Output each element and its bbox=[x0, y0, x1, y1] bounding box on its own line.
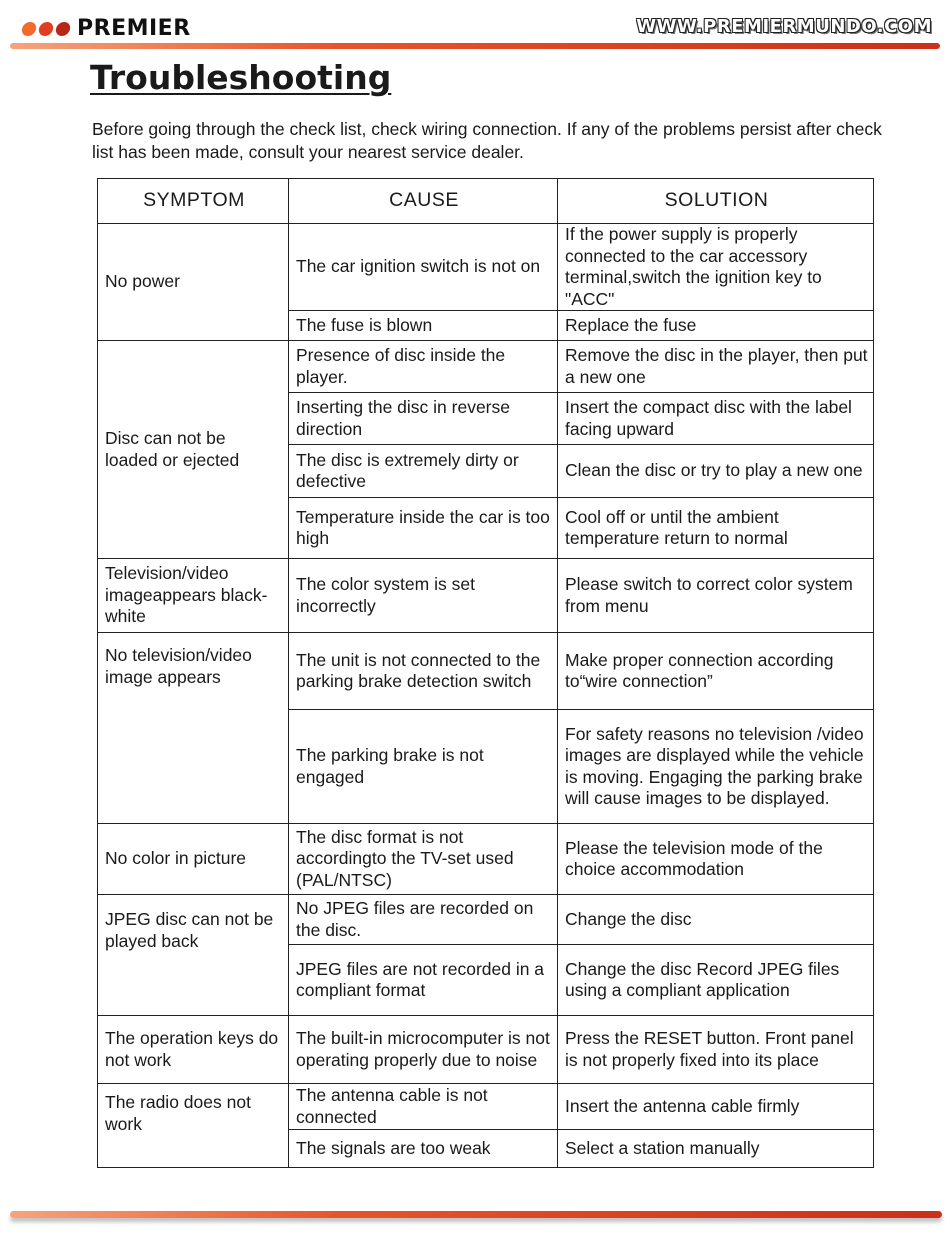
logo-dot-icon bbox=[38, 22, 54, 36]
cause-cell: The built-in microcomputer is not operating properly due to noise bbox=[289, 1016, 558, 1084]
column-header-cause: CAUSE bbox=[289, 179, 558, 224]
table-row bbox=[98, 895, 874, 945]
symptom-cell: No color in picture bbox=[98, 824, 289, 895]
cause-cell: The antenna cable is not connected bbox=[289, 1084, 558, 1130]
solution-cell: Please switch to correct color system from menu bbox=[558, 559, 874, 633]
logo-dot-icon bbox=[55, 22, 71, 36]
cause-cell: Presence of disc inside the player. bbox=[289, 341, 558, 393]
intro-paragraph: Before going through the check list, check wiring connection. If any of the problems persist after check list has been made, consult your nearest service dealer. bbox=[92, 119, 882, 162]
cause-cell: No JPEG files are recorded on the disc. bbox=[289, 895, 558, 945]
solution-cell: Select a station manually bbox=[558, 1130, 874, 1168]
table-row bbox=[98, 824, 874, 895]
cause-cell: The disc is extremely dirty or defective bbox=[289, 445, 558, 498]
page-header bbox=[0, 0, 950, 60]
symptom-cell: JPEG disc can not be played back bbox=[98, 895, 289, 1016]
footer-divider bbox=[10, 1211, 942, 1218]
brand-logo bbox=[22, 16, 191, 41]
symptom-cell: No power bbox=[98, 224, 289, 341]
cause-cell: The unit is not connected to the parking brake detection switch bbox=[289, 633, 558, 710]
solution-cell: For safety reasons no television /video images are displayed while the vehicle is moving. Engaging the parking brake will cause images to be displayed. bbox=[558, 710, 874, 824]
table-header-row bbox=[98, 179, 874, 224]
column-header-solution: SOLUTION bbox=[558, 179, 874, 224]
cause-cell: The fuse is blown bbox=[289, 311, 558, 341]
table-row bbox=[98, 1016, 874, 1084]
solution-cell: Insert the compact disc with the label facing upward bbox=[558, 393, 874, 445]
solution-cell: Cool off or until the ambient temperature return to normal bbox=[558, 498, 874, 559]
cause-cell: The color system is set incorrectly bbox=[289, 559, 558, 633]
cause-cell: The signals are too weak bbox=[289, 1130, 558, 1168]
solution-cell: Please the television mode of the choice accommodation bbox=[558, 824, 874, 895]
table-row bbox=[98, 559, 874, 633]
cause-cell: The disc format is not accordingto the TV-set used (PAL/NTSC) bbox=[289, 824, 558, 895]
solution-cell: Clean the disc or try to play a new one bbox=[558, 445, 874, 498]
symptom-cell: Television/video imageappears black-white bbox=[98, 559, 289, 633]
cause-cell: JPEG files are not recorded in a compliant format bbox=[289, 945, 558, 1016]
solution-cell: If the power supply is properly connected to the car accessory terminal,switch the ignition key to "ACC" bbox=[558, 224, 874, 311]
symptom-cell: No television/video image appears bbox=[98, 633, 289, 824]
symptom-cell: The radio does not work bbox=[98, 1084, 289, 1168]
solution-cell: Change the disc bbox=[558, 895, 874, 945]
table-row bbox=[98, 224, 874, 311]
cause-cell: Temperature inside the car is too high bbox=[289, 498, 558, 559]
header-divider bbox=[10, 43, 940, 49]
symptom-cell: Disc can not be loaded or ejected bbox=[98, 341, 289, 559]
solution-cell: Remove the disc in the player, then put a new one bbox=[558, 341, 874, 393]
solution-cell: Replace the fuse bbox=[558, 311, 874, 341]
cause-cell: Inserting the disc in reverse direction bbox=[289, 393, 558, 445]
table-row bbox=[98, 633, 874, 710]
brand-name: PREMIER bbox=[77, 16, 191, 41]
solution-cell: Insert the antenna cable firmly bbox=[558, 1084, 874, 1130]
column-header-symptom: SYMPTOM bbox=[98, 179, 289, 224]
solution-cell: Change the disc Record JPEG files using a compliant application bbox=[558, 945, 874, 1016]
troubleshooting-table bbox=[97, 178, 874, 1168]
cause-cell: The car ignition switch is not on bbox=[289, 224, 558, 311]
cause-cell: The parking brake is not engaged bbox=[289, 710, 558, 824]
table-row bbox=[98, 1084, 874, 1130]
solution-cell: Press the RESET button. Front panel is not properly fixed into its place bbox=[558, 1016, 874, 1084]
solution-cell: Make proper connection according to“wire connection” bbox=[558, 633, 874, 710]
website-url: WWW.PREMIERMUNDO.COM bbox=[636, 16, 932, 37]
logo-dot-icon bbox=[21, 22, 37, 36]
page-title: Troubleshooting bbox=[90, 58, 392, 97]
table-row bbox=[98, 341, 874, 393]
symptom-cell: The operation keys do not work bbox=[98, 1016, 289, 1084]
